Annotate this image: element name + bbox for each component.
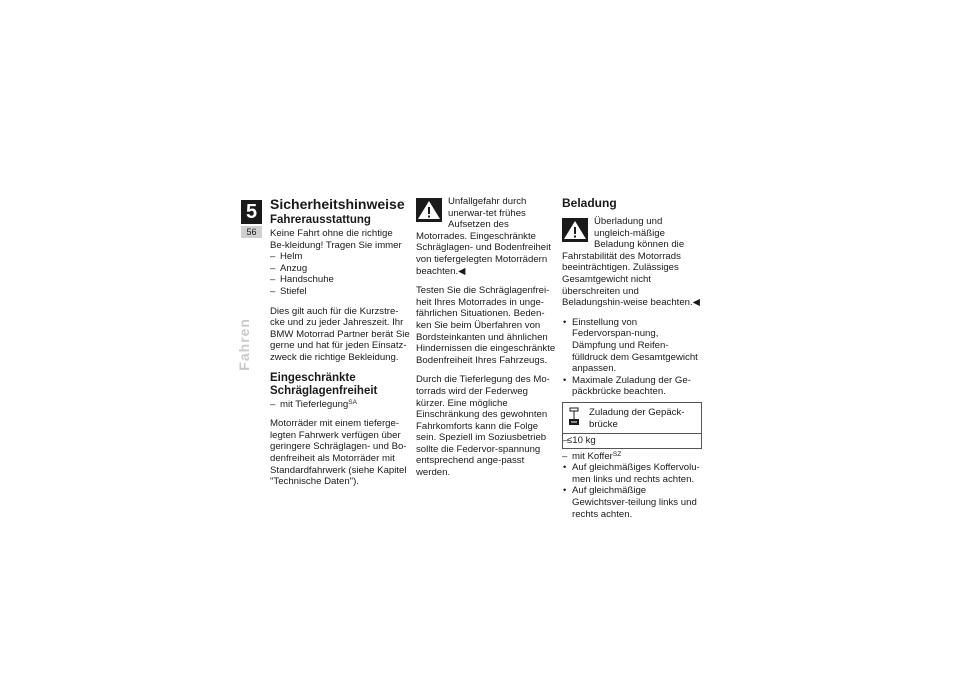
load-spec-table [562, 402, 702, 449]
list-item: – Handschuhe [270, 274, 410, 286]
list-item: • Einstellung von Federvorspan-nung, Dämpfung und Reifen-fülldruck dem Gesamtgewicht anpassen. [562, 317, 702, 375]
warning-text: Unfallgefahr durch unerwar-tet frühes Aufsetzen des Motorrades. Eingeschränkte Schräglagen- und Bodenfreiheit von tiefergelegten Motorrädern beachten.◀ [416, 196, 551, 277]
warning-icon [562, 218, 588, 242]
section-label: Fahren [236, 318, 252, 371]
page-number: 56 [241, 226, 262, 238]
list-item: – Anzug [270, 263, 410, 275]
warning-block [562, 216, 702, 309]
list-item: • Maximale Zuladung der Ge-päckbrücke beachten. [562, 375, 702, 398]
option-code: SZ [612, 450, 622, 458]
load-spec-header [563, 403, 701, 434]
column-1 [270, 196, 410, 488]
warning-icon [416, 198, 442, 222]
suspension-paragraph: Durch die Tieferlegung des Mo-torrads wird der Federweg kürzer. Eine mögliche Einschränkung des gewohnten Fahrkomforts kann die Folge sein. Speziell im Soziusbetrieb sollte die Federvor-spannung entsprechend ange-passt werden. [416, 374, 550, 479]
list-item: • Auf gleichmäßige Gewichtsver-teilung links und rechts achten. [562, 485, 702, 520]
section-tab [236, 318, 252, 371]
page-title: Sicherheitshinweise [270, 196, 405, 212]
weight-icon [567, 407, 581, 427]
clothing-paragraph: Dies gilt auch für die Kurzstre-cke und zu jeder Jahreszeit. Ihr BMW Motorrad Partner berät Sie gerne und hat für jeden Einsatz-zweck die richtige Bekleidung. [270, 305, 410, 363]
option-item [270, 399, 410, 411]
intro-text: Keine Fahrt ohne die richtige Be-kleidung! Tragen Sie immer [270, 228, 402, 251]
warning-text: Überladung und ungleich-mäßige Beladung können die Fahrstabilität des Motorrads beeinträchtigen. Zulässiges Gesamtgewicht nicht überschreiten und Beladungshin-weise beachten.◀ [562, 216, 701, 309]
test-paragraph: Testen Sie die Schräglagenfrei-heit Ihres Motorrades in unge-fährlichen Situationen. Beden-ken Sie beim Überfahren von Bordsteinkanten und ähnlichen Hindernissen die eingeschränkte Bodenfreiheit Ihres Fahrzeugs. [416, 285, 556, 366]
column-3 [562, 196, 702, 520]
list-item: – Helm [270, 251, 410, 263]
option-item [562, 451, 702, 463]
list-item: • Auf gleichmäßiges Koffervolu-men links und rechts achten. [562, 462, 702, 485]
load-spec-value: – ≤10 kg [563, 434, 701, 448]
load-spec-label: Zuladung der Gepäck-brücke [589, 406, 685, 430]
list-item: – Stiefel [270, 286, 410, 298]
option-label: mit Koffer [572, 450, 613, 462]
option-code: SA [348, 398, 357, 406]
lowering-paragraph: Motorräder mit einem tieferge-legten Fahrwerk verfügen über geringere Schräglagen- und Bo-denfreiheit als Motorräder mit Standardfahrwerk (siehe Kapitel "Technische Daten"). [270, 418, 407, 488]
column-2 [416, 196, 556, 479]
heading-fahrerausstattung: Fahrerausstattung [270, 214, 371, 226]
heading-schraeglagenfreiheit: Eingeschränkte Schräglagenfreiheit [270, 371, 378, 397]
chapter-number: 5 [241, 200, 262, 224]
option-label: mit Tieferlegung [280, 398, 349, 410]
heading-beladung: Beladung [562, 196, 617, 210]
warning-block [416, 196, 556, 277]
